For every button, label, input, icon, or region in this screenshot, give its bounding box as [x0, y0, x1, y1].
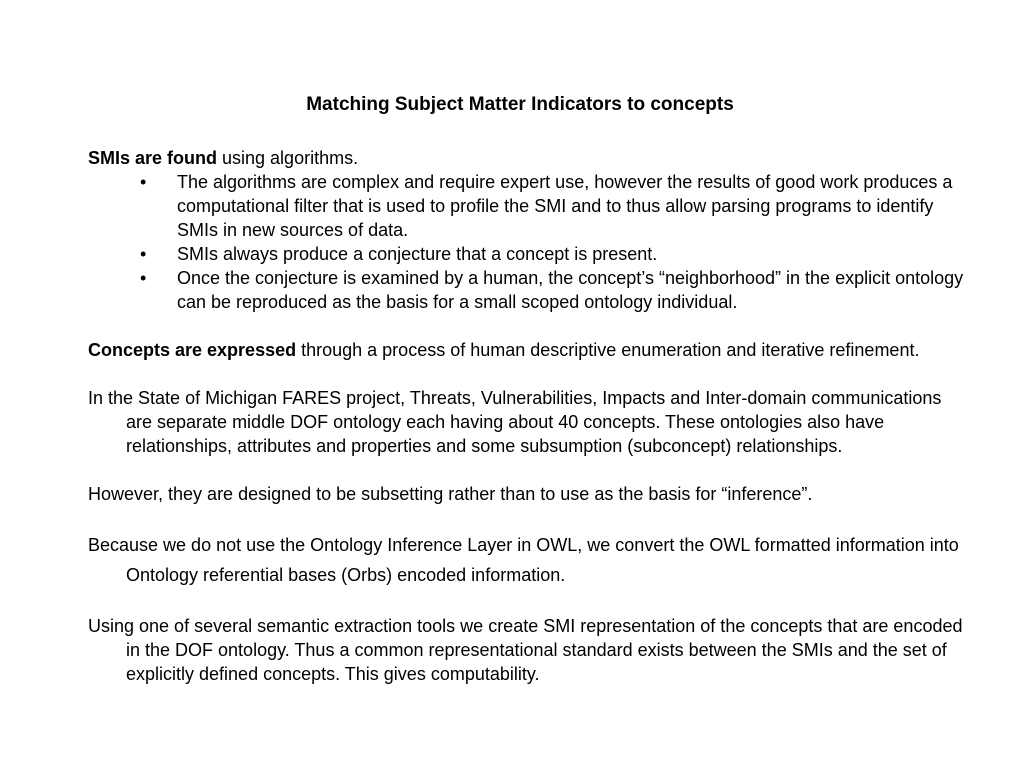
spacer	[88, 458, 968, 482]
bullet-text: The algorithms are complex and require expert use, however the results of good work produces a computational filter that is used to profile the SMI and to thus allow parsing programs to identify SMIs in new sources of data.	[177, 172, 953, 240]
smi-intro-bold: SMIs are found	[88, 148, 218, 168]
slide-body	[88, 146, 968, 686]
concepts-bold: Concepts are expressed	[88, 340, 297, 360]
spacer	[88, 362, 968, 386]
spacer	[88, 506, 968, 530]
concepts-rest: through a process of human descriptive enumeration and iterative refinement.	[296, 340, 920, 360]
owl-paragraph: Because we do not use the Ontology Inference Layer in OWL, we convert the OWL formatted information into Ontology referential bases (Orbs) encoded information.	[88, 535, 959, 585]
bullet-glyph: •	[140, 172, 147, 192]
bullet-glyph: •	[140, 268, 147, 288]
however-paragraph: However, they are designed to be subsetting rather than to use as the basis for “inference”.	[88, 484, 813, 504]
spacer	[88, 590, 968, 614]
slide-title: Matching Subject Matter Indicators to concepts	[306, 94, 734, 115]
bullet-glyph: •	[140, 244, 147, 264]
spacer	[88, 314, 968, 338]
bullet-text: SMIs always produce a conjecture that a concept is present.	[177, 244, 658, 264]
bullet-text: Once the conjecture is examined by a human, the concept’s “neighborhood” in the explicit ontology can be reproduced as the basis for a small scoped ontology individual.	[177, 268, 964, 312]
smi-intro-rest: using algorithms.	[217, 148, 359, 168]
semantic-paragraph: Using one of several semantic extraction tools we create SMI representation of the concepts that are encoded in the DOF ontology. Thus a common representational standard exists between the SMIs and the set of explicitly defined concepts. This gives computability.	[88, 616, 963, 684]
concepts-paragraph	[88, 338, 968, 362]
michigan-paragraph: In the State of Michigan FARES project, Threats, Vulnerabilities, Impacts and Inter-domain communications are separate middle DOF ontology each having about 40 concepts. These ontologies also have relationships, attributes and properties and some subsumption (subconcept) relationships.	[88, 388, 942, 456]
list-item	[88, 170, 968, 242]
smi-intro	[88, 146, 968, 170]
list-item	[88, 242, 968, 266]
list-item	[88, 266, 968, 314]
smi-bullet-list	[88, 170, 968, 314]
